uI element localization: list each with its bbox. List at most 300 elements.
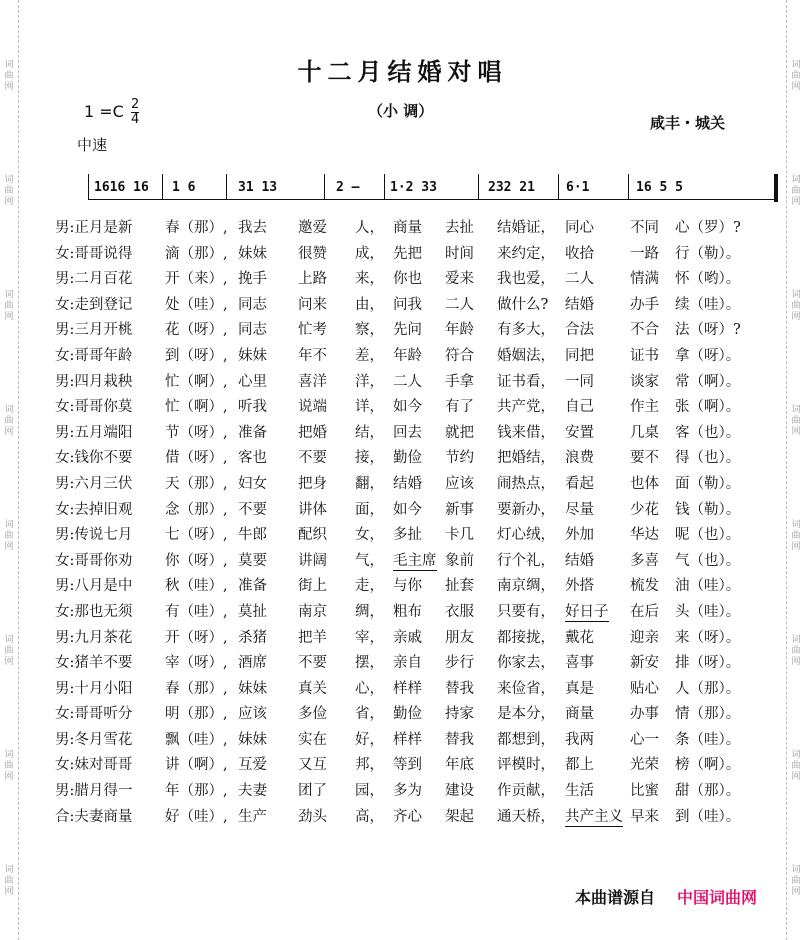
- source-footer: [575, 885, 757, 908]
- lyric-fragment: 生产: [238, 808, 267, 825]
- lyric-line: [55, 753, 770, 779]
- lyric-fragment: 夫妻: [238, 783, 267, 800]
- lyric-fragment: 妹妹: [238, 347, 267, 364]
- lyric-fragment: 钱来借，: [497, 424, 555, 441]
- lyric-fragment: 卡几: [445, 527, 474, 544]
- notation-measure: 6·1: [566, 180, 590, 195]
- lyric-fragment: 男:二月百花: [55, 271, 133, 288]
- lyric-fragment: 你也: [393, 271, 422, 288]
- lyric-fragment: 南京: [298, 603, 327, 620]
- lyric-fragment: 都上: [565, 757, 594, 774]
- lyric-fragment: 把婚: [298, 424, 327, 441]
- lyric-fragment: 先把: [393, 245, 422, 262]
- barline: [384, 174, 385, 200]
- lyric-fragment: 象前: [445, 552, 474, 569]
- lyric-fragment: 几桌: [630, 424, 659, 441]
- lyric-fragment: 面，: [355, 501, 384, 518]
- lyric-fragment: 年龄: [393, 347, 422, 364]
- song-title: 十二月结婚对唱: [297, 58, 508, 86]
- barline: [324, 174, 325, 200]
- lyric-fragment: 很赞: [298, 245, 327, 262]
- lyric-fragment: 闹热点，: [497, 475, 555, 492]
- lyric-fragment: 情（那）。: [675, 706, 741, 723]
- lyric-fragment: 多为: [393, 783, 422, 800]
- lyric-fragment: 衣服: [445, 603, 474, 620]
- lyric-fragment: 气（也）。: [675, 552, 741, 569]
- lyric-fragment: 心（罗）?: [675, 220, 741, 236]
- lyric-fragment: 先问: [393, 322, 422, 339]
- lyric-fragment: 在后: [630, 603, 659, 620]
- lyric-fragment: 实在: [298, 731, 327, 748]
- lyric-fragment: 心一: [630, 731, 659, 748]
- lyric-fragment: 邀爱: [298, 220, 327, 236]
- lyric-line: [55, 318, 770, 344]
- watermark-text: 词曲网: [4, 405, 14, 437]
- lyric-fragment: 得（也）。: [675, 450, 741, 467]
- lyric-fragment: 春（那）,: [165, 680, 228, 697]
- key-prefix: 1 =C: [84, 102, 124, 121]
- lyric-fragment: 续（哇）。: [675, 296, 741, 313]
- lyric-fragment: 多俭: [298, 706, 327, 723]
- lyric-fragment: 我两: [565, 731, 594, 748]
- lyric-fragment: 拿（呀）。: [675, 347, 741, 364]
- lyric-fragment: 如今: [393, 501, 422, 518]
- watermark-text: 词曲网: [791, 175, 801, 207]
- lyric-line: [55, 779, 770, 805]
- notation-underline: [88, 199, 774, 200]
- lyric-fragment: 行（勒）。: [675, 245, 741, 262]
- lyric-fragment: 气，: [355, 552, 384, 569]
- lyric-fragment: 天（那）,: [165, 475, 228, 492]
- tempo-marking: 中速: [77, 136, 108, 154]
- lyric-fragment: 客（也）。: [675, 424, 741, 441]
- lyric-fragment: 一同: [565, 373, 594, 390]
- lyric-fragment: 飘（哇）,: [165, 731, 228, 748]
- lyric-fragment: 情满: [630, 271, 659, 288]
- lyric-fragment: 浪费: [565, 450, 594, 467]
- lyric-fragment: 接，: [355, 450, 384, 467]
- lyric-fragment: 有了: [445, 399, 474, 416]
- lyric-fragment: 把婚结，: [497, 450, 555, 467]
- lyric-line: [55, 677, 770, 703]
- lyric-fragment: 省，: [355, 706, 384, 723]
- lyric-fragment: 也体: [630, 475, 659, 492]
- lyric-fragment: 外搭: [565, 578, 594, 595]
- lyric-line: [55, 600, 770, 626]
- lyric-fragment: 灯心绒，: [497, 527, 555, 544]
- lyric-fragment: 喜洋: [298, 373, 327, 390]
- lyric-fragment: 结，: [355, 424, 384, 441]
- lyrics-block: [55, 216, 770, 830]
- watermark-text: 词曲网: [4, 290, 14, 322]
- notation-measure: 16 5 5: [636, 180, 683, 195]
- lyric-fragment: 洋，: [355, 373, 384, 390]
- lyric-fragment: 粗布: [393, 603, 422, 620]
- lyric-fragment: 来（呀）。: [675, 629, 741, 646]
- lyric-fragment: 少花: [630, 501, 659, 518]
- lyric-fragment: 一路: [630, 245, 659, 262]
- lyric-fragment: 好（哇）,: [165, 808, 228, 825]
- lyric-fragment: 人，: [355, 220, 384, 236]
- watermark-text: 词曲网: [791, 520, 801, 552]
- lyric-fragment: 秋（哇）,: [165, 578, 228, 595]
- lyric-fragment: 宰，: [355, 629, 384, 646]
- lyric-fragment: 与你: [393, 578, 422, 595]
- lyric-fragment: 牛郎: [238, 527, 267, 544]
- lyric-fragment: 样样: [393, 731, 422, 748]
- lyric-fragment: 团了: [298, 783, 327, 800]
- left-margin-watermark: [0, 0, 19, 940]
- notation-measure: 2 —: [336, 180, 360, 195]
- lyric-fragment: 挽手: [238, 271, 267, 288]
- barline: [628, 174, 629, 200]
- lyric-fragment: 油（哇）。: [675, 578, 741, 595]
- watermark-text: 词曲网: [4, 175, 14, 207]
- lyric-fragment: 评模时，: [497, 757, 555, 774]
- lyric-fragment: 我去: [238, 220, 267, 236]
- lyric-fragment: 春（那）,: [165, 220, 228, 236]
- lyric-fragment: 持家: [445, 706, 474, 723]
- lyric-fragment: 女:猪羊不要: [55, 655, 133, 672]
- lyric-fragment: 男:八月是中: [55, 578, 133, 595]
- lyric-fragment: 新事: [445, 501, 474, 518]
- lyric-fragment: 二人: [445, 296, 474, 313]
- lyric-line: [55, 728, 770, 754]
- lyric-fragment: 杀猪: [238, 629, 267, 646]
- lyric-fragment: 讲阔: [298, 552, 327, 569]
- lyric-fragment: 早来: [630, 808, 659, 825]
- lyric-fragment: 开（呀）,: [165, 629, 228, 646]
- lyric-fragment: 共产主义: [565, 805, 623, 827]
- lyric-fragment: 不同: [630, 220, 659, 236]
- lyric-fragment: 女:哥哥说得: [55, 245, 133, 262]
- lyric-fragment: 结婚: [565, 552, 594, 569]
- lyric-fragment: 梳发: [630, 578, 659, 595]
- lyric-fragment: 你家去，: [497, 655, 555, 672]
- time-numerator: 2: [130, 97, 140, 112]
- lyric-fragment: 爱来: [445, 271, 474, 288]
- lyric-fragment: 新安: [630, 655, 659, 672]
- lyric-fragment: 生活: [565, 783, 594, 800]
- lyric-fragment: 证书看，: [497, 373, 555, 390]
- lyric-fragment: 通天桥，: [497, 808, 555, 825]
- lyric-fragment: 头（哇）。: [675, 603, 741, 620]
- lyric-fragment: 问来: [298, 296, 327, 313]
- lyric-fragment: 架起: [445, 808, 474, 825]
- lyric-fragment: 成，: [355, 245, 384, 262]
- watermark-text: 词曲网: [791, 635, 801, 667]
- lyric-fragment: 忙（啊）,: [165, 373, 228, 390]
- lyric-fragment: 样样: [393, 680, 422, 697]
- lyric-fragment: 齐心: [393, 808, 422, 825]
- lyric-fragment: 我也爱，: [497, 271, 555, 288]
- key-signature: [84, 98, 139, 127]
- lyric-fragment: 心，: [355, 680, 384, 697]
- lyric-fragment: 朋友: [445, 629, 474, 646]
- lyric-fragment: 如今: [393, 399, 422, 416]
- lyric-fragment: 年龄: [445, 322, 474, 339]
- lyric-fragment: 到（呀）,: [165, 347, 228, 364]
- lyric-fragment: 作贡献，: [497, 783, 555, 800]
- lyric-fragment: 翻，: [355, 475, 384, 492]
- lyric-fragment: 男:传说七月: [55, 527, 133, 544]
- lyric-fragment: 莫扯: [238, 603, 267, 620]
- lyric-fragment: 戴花: [565, 629, 594, 646]
- lyric-fragment: 又互: [298, 757, 327, 774]
- lyric-fragment: 忙（啊）,: [165, 399, 228, 416]
- lyric-fragment: 女，: [355, 527, 384, 544]
- lyric-fragment: 同把: [565, 347, 594, 364]
- lyric-line: [55, 523, 770, 549]
- lyric-fragment: 来约定，: [497, 245, 555, 262]
- lyric-fragment: 不合: [630, 322, 659, 339]
- lyric-fragment: 节约: [445, 450, 474, 467]
- lyric-fragment: 法（呀）?: [675, 322, 741, 339]
- lyric-fragment: 差，: [355, 347, 384, 364]
- lyric-line: [55, 446, 770, 472]
- lyric-fragment: 同志: [238, 296, 267, 313]
- lyric-line: [55, 370, 770, 396]
- lyric-fragment: 客也: [238, 450, 267, 467]
- lyric-fragment: 喜事: [565, 655, 594, 672]
- lyric-fragment: 面（勒）。: [675, 475, 741, 492]
- source-site-link[interactable]: 中国词曲网: [677, 888, 758, 907]
- lyric-fragment: 不要: [298, 450, 327, 467]
- watermark-text: 词曲网: [4, 520, 14, 552]
- lyric-fragment: 都想到，: [497, 731, 555, 748]
- notation-measure: 1 6: [172, 180, 196, 195]
- barline: [226, 174, 227, 200]
- lyric-fragment: 年（那）,: [165, 783, 228, 800]
- time-denominator: 4: [130, 112, 140, 127]
- song-subtitle: （小 调）: [368, 102, 434, 120]
- lyric-fragment: 走，: [355, 578, 384, 595]
- lyric-line: [55, 574, 770, 600]
- lyric-fragment: 讲（啊）,: [165, 757, 228, 774]
- lyric-line: [55, 498, 770, 524]
- lyric-fragment: 替我: [445, 680, 474, 697]
- lyric-fragment: 张（啊）。: [675, 399, 741, 416]
- lyric-fragment: 好，: [355, 731, 384, 748]
- watermark-text: 词曲网: [4, 865, 14, 897]
- lyric-fragment: 女:哥哥你劝: [55, 552, 133, 569]
- lyric-fragment: 证书: [630, 347, 659, 364]
- lyric-fragment: 亲自: [393, 655, 422, 672]
- watermark-text: 词曲网: [791, 750, 801, 782]
- lyric-fragment: 男:十月小阳: [55, 680, 133, 697]
- lyric-fragment: 劲头: [298, 808, 327, 825]
- lyric-fragment: 讲体: [298, 501, 327, 518]
- lyric-line: [55, 421, 770, 447]
- lyric-fragment: 比蜜: [630, 783, 659, 800]
- lyric-fragment: 安置: [565, 424, 594, 441]
- watermark-text: 词曲网: [791, 290, 801, 322]
- source-label: 本曲谱源自: [575, 888, 656, 907]
- lyric-line: [55, 242, 770, 268]
- lyric-fragment: 是本分，: [497, 706, 555, 723]
- lyric-fragment: 扯套: [445, 578, 474, 595]
- lyric-fragment: 问我: [393, 296, 422, 313]
- lyric-fragment: 配织: [298, 527, 327, 544]
- notation-measure: 1·2 33: [390, 180, 437, 195]
- lyric-line: [55, 395, 770, 421]
- lyric-fragment: 年不: [298, 347, 327, 364]
- lyric-line: [55, 216, 770, 242]
- lyric-fragment: 有（哇）,: [165, 603, 228, 620]
- lyric-fragment: 街上: [298, 578, 327, 595]
- lyric-fragment: 怀（哟）。: [675, 271, 741, 288]
- lyric-fragment: 合法: [565, 322, 594, 339]
- lyric-fragment: 结婚: [565, 296, 594, 313]
- lyric-fragment: 只要有，: [497, 603, 555, 620]
- final-barline: [774, 174, 778, 202]
- lyric-fragment: 开（来）,: [165, 271, 228, 288]
- lyric-fragment: 结婚: [393, 475, 422, 492]
- lyric-fragment: 勤俭: [393, 450, 422, 467]
- lyric-line: [55, 293, 770, 319]
- lyric-fragment: 男:六月三伏: [55, 475, 133, 492]
- lyric-fragment: 把羊: [298, 629, 327, 646]
- composer-credit: 咸丰・城关: [650, 114, 726, 132]
- lyric-fragment: 来，: [355, 271, 384, 288]
- lyric-fragment: 女:去掉旧观: [55, 501, 133, 518]
- lyric-fragment: 念（那）,: [165, 501, 228, 518]
- notation-measure: 1616 16: [94, 180, 149, 195]
- lyric-fragment: 女:钱你不要: [55, 450, 133, 467]
- lyric-fragment: 结婚证，: [497, 220, 555, 236]
- lyric-fragment: 男:五月端阳: [55, 424, 133, 441]
- lyric-fragment: 条（哇）。: [675, 731, 741, 748]
- lyric-fragment: 要不: [630, 450, 659, 467]
- lyric-fragment: 应该: [445, 475, 474, 492]
- time-signature: [131, 98, 139, 127]
- lyric-line: [55, 472, 770, 498]
- barline: [478, 174, 479, 200]
- lyric-fragment: 女:走到登记: [55, 296, 133, 313]
- lyric-fragment: 七（呀）,: [165, 527, 228, 544]
- watermark-text: 词曲网: [4, 60, 14, 92]
- lyric-fragment: 你（呀）,: [165, 552, 228, 569]
- lyric-fragment: 榜（啊）。: [675, 757, 741, 774]
- lyric-fragment: 听我: [238, 399, 267, 416]
- lyric-fragment: 忙考: [298, 322, 327, 339]
- lyric-fragment: 准备: [238, 424, 267, 441]
- barline: [88, 174, 89, 200]
- watermark-text: 词曲网: [791, 865, 801, 897]
- lyric-fragment: 男:九月茶花: [55, 629, 133, 646]
- lyric-fragment: 手拿: [445, 373, 474, 390]
- lyric-line: [55, 702, 770, 728]
- lyric-line: [55, 626, 770, 652]
- lyric-fragment: 莫要: [238, 552, 267, 569]
- lyric-fragment: 商量: [565, 706, 594, 723]
- lyric-line: [55, 651, 770, 677]
- lyric-fragment: 女:哥哥听分: [55, 706, 133, 723]
- lyric-fragment: 合:夫妻商量: [55, 808, 133, 825]
- lyric-fragment: 常（啊）。: [675, 373, 741, 390]
- lyric-fragment: 花（呀）,: [165, 322, 228, 339]
- lyric-fragment: 察，: [355, 322, 384, 339]
- lyric-fragment: 由，: [355, 296, 384, 313]
- watermark-text: 词曲网: [4, 635, 14, 667]
- notation-measure: 232 21: [488, 180, 535, 195]
- lyric-fragment: 谈家: [630, 373, 659, 390]
- lyric-fragment: 时间: [445, 245, 474, 262]
- lyric-fragment: 互爱: [238, 757, 267, 774]
- lyric-line: [55, 344, 770, 370]
- lyric-fragment: 滴（那）,: [165, 245, 228, 262]
- lyric-fragment: 真关: [298, 680, 327, 697]
- lyric-fragment: 要新办，: [497, 501, 555, 518]
- lyric-fragment: 妹妹: [238, 680, 267, 697]
- lyric-fragment: 二人: [393, 373, 422, 390]
- lyric-fragment: 男:冬月雪花: [55, 731, 133, 748]
- lyric-fragment: 迎亲: [630, 629, 659, 646]
- lyric-fragment: 不要: [238, 501, 267, 518]
- lyric-fragment: 借（呀）,: [165, 450, 228, 467]
- lyric-fragment: 人（那）。: [675, 680, 741, 697]
- jianpu-notation: [88, 172, 778, 202]
- lyric-fragment: 同志: [238, 322, 267, 339]
- lyric-fragment: 做什么?: [497, 296, 549, 313]
- watermark-text: 词曲网: [791, 405, 801, 437]
- lyric-fragment: 尽量: [565, 501, 594, 518]
- barline: [558, 174, 559, 200]
- lyric-fragment: 女:哥哥年龄: [55, 347, 133, 364]
- lyric-fragment: 男:三月开桃: [55, 322, 133, 339]
- lyric-fragment: 园，: [355, 783, 384, 800]
- lyric-fragment: 办事: [630, 706, 659, 723]
- lyric-fragment: 有多大，: [497, 322, 555, 339]
- lyric-fragment: 共产党，: [497, 399, 555, 416]
- lyric-line: [55, 549, 770, 575]
- lyric-fragment: 收拾: [565, 245, 594, 262]
- lyric-fragment: 多喜: [630, 552, 659, 569]
- lyric-fragment: 女:那也无须: [55, 603, 133, 620]
- lyric-fragment: 多扯: [393, 527, 422, 544]
- lyric-fragment: 排（呀）。: [675, 655, 741, 672]
- lyric-fragment: 说端: [298, 399, 327, 416]
- lyric-fragment: 看起: [565, 475, 594, 492]
- lyric-fragment: 准备: [238, 578, 267, 595]
- lyric-fragment: 高，: [355, 808, 384, 825]
- lyric-fragment: 男:四月栽秧: [55, 373, 133, 390]
- lyric-fragment: 去扯: [445, 220, 474, 236]
- lyric-fragment: 亲戚: [393, 629, 422, 646]
- lyric-fragment: 就把: [445, 424, 474, 441]
- lyric-fragment: 等到: [393, 757, 422, 774]
- lyric-fragment: 详，: [355, 399, 384, 416]
- lyric-fragment: 自己: [565, 399, 594, 416]
- lyric-fragment: 明（那）,: [165, 706, 228, 723]
- lyric-fragment: 毛主席: [393, 549, 437, 571]
- lyric-fragment: 光荣: [630, 757, 659, 774]
- lyric-fragment: 真是: [565, 680, 594, 697]
- lyric-fragment: 年底: [445, 757, 474, 774]
- lyric-fragment: 呢（也）。: [675, 527, 741, 544]
- lyric-fragment: 绸，: [355, 603, 384, 620]
- barline: [162, 174, 163, 200]
- lyric-fragment: 不要: [298, 655, 327, 672]
- lyric-fragment: 符合: [445, 347, 474, 364]
- lyric-fragment: 节（呀）,: [165, 424, 228, 441]
- lyric-fragment: 步行: [445, 655, 474, 672]
- lyric-fragment: 都接拢，: [497, 629, 555, 646]
- watermark-text: 词曲网: [4, 750, 14, 782]
- lyric-fragment: 到（哇）。: [675, 808, 741, 825]
- watermark-text: 词曲网: [791, 60, 801, 92]
- lyric-line: [55, 267, 770, 293]
